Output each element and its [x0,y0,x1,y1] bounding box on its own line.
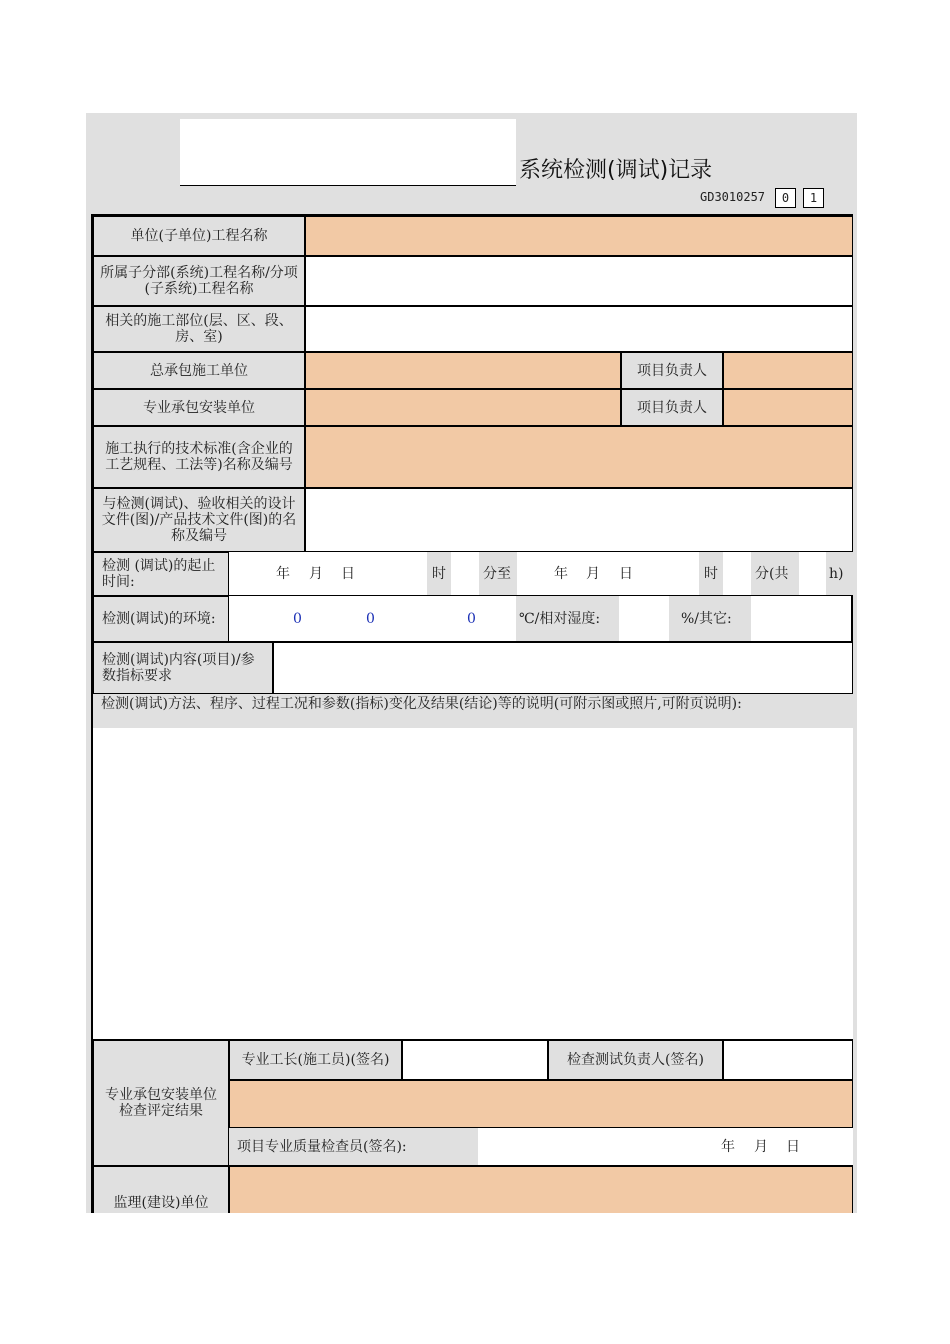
form-code: GD3010257 [700,190,766,204]
supervision-label: 监理(建设)单位 [93,1166,229,1213]
start-month-unit: 月 [309,566,323,582]
design-docs-label: 与检测(调试)、验收相关的设计文件(图)/产品技术文件(图)的名称及编号 [93,488,305,552]
env-value-1: 0 [293,611,302,627]
test-time-label: 检测 (调试)的起止时间: [93,552,229,596]
division-name-label: 所属子分部(系统)工程名称/分项(子系统)工程名称 [93,256,305,306]
form-sheet [86,113,857,1213]
division-name-input[interactable] [305,256,853,306]
end-hour-unit: 时 [704,566,718,582]
project-name-input[interactable] [305,216,853,256]
project-manager-label-2: 项目负责人 [621,389,723,426]
eval-year-unit: 年 [721,1139,735,1155]
environment-label: 检测(调试)的环境: [93,596,229,642]
system-name-field[interactable] [180,119,516,186]
min-total-unit: 分(共 [755,566,789,582]
test-lead-sign-label: 检查测试负责人(签名) [548,1040,723,1080]
other-label: %/其它: [681,611,732,627]
specialty-contractor-label: 专业承包安装单位 [93,389,305,426]
evaluation-unit-label: 专业承包安装单位检查评定结果 [93,1040,229,1166]
design-docs-input[interactable] [305,488,853,552]
environment-row[interactable] [229,596,853,642]
eval-day-unit: 日 [786,1139,800,1155]
foreman-sign-input[interactable] [402,1040,548,1080]
end-month-unit: 月 [586,566,600,582]
form-grid [91,214,853,1213]
test-lead-sign-input[interactable] [723,1040,853,1080]
method-input-area[interactable] [93,728,853,1040]
start-year-unit: 年 [276,566,290,582]
project-name-label: 单位(子单位)工程名称 [93,216,305,256]
env-value-3: 0 [467,611,476,627]
standard-label: 施工执行的技术标准(含企业的工艺规程、工法等)名称及编号 [93,426,305,488]
supervision-input[interactable] [229,1166,853,1213]
end-day-unit: 日 [619,566,633,582]
end-year-unit: 年 [554,566,568,582]
start-hour-unit: 时 [432,566,446,582]
project-manager-input-2[interactable] [723,389,853,426]
start-day-unit: 日 [341,566,355,582]
general-contractor-label: 总承包施工单位 [93,352,305,389]
location-input[interactable] [305,306,853,352]
project-manager-label-1: 项目负责人 [621,352,723,389]
min-to-unit: 分至 [483,566,511,582]
method-label: 检测(调试)方法、程序、过程工况和参数(指标)变化及结果(结论)等的说明(可附示图或照片,可附页说明): [93,694,853,728]
code-digit-1[interactable]: 0 [775,188,796,208]
project-manager-input-1[interactable] [723,352,853,389]
test-time-row[interactable] [229,552,853,596]
inspector-sign-label: 项目专业质量检查员(签名): [229,1128,478,1166]
general-contractor-input[interactable] [305,352,621,389]
humidity-label: ℃/相对湿度: [519,611,601,627]
location-label: 相关的施工部位(层、区、段、房、室) [93,306,305,352]
evaluation-result-input[interactable] [229,1080,853,1128]
page-title: 系统检测(调试)记录 [519,158,713,183]
foreman-sign-label: 专业工长(施工员)(签名) [229,1040,402,1080]
eval-month-unit: 月 [754,1139,768,1155]
inspector-sign-input[interactable] [478,1128,853,1166]
specialty-contractor-input[interactable] [305,389,621,426]
standard-input[interactable] [305,426,853,488]
env-value-2: 0 [366,611,375,627]
code-digit-2[interactable]: 1 [803,188,824,208]
test-content-input[interactable] [273,642,853,694]
hours-unit: h) [829,566,844,582]
test-content-label: 检测(调试)内容(项目)/参数指标要求 [93,642,273,694]
